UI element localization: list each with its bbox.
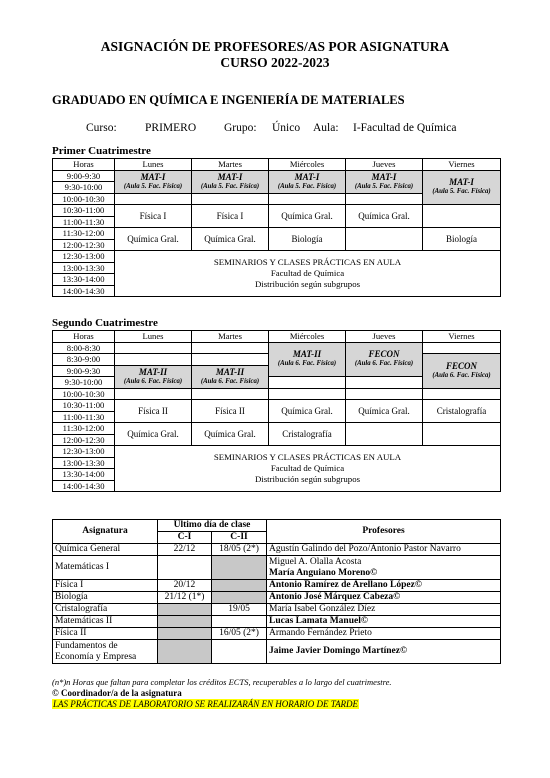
hour-cell: 13:00-13:30 xyxy=(53,262,115,274)
subject-cell: Matemáticas I xyxy=(53,556,158,580)
subject-cell xyxy=(53,640,158,664)
c2-cell: 18/05 (2*) xyxy=(212,544,267,556)
hour-cell: 9:00-9:30 xyxy=(53,365,115,377)
class-cell xyxy=(423,170,501,205)
empty-cell xyxy=(192,342,269,354)
subject-label: MAT-I xyxy=(449,177,474,188)
class-cell xyxy=(269,170,346,193)
subject-cell: Matemáticas II xyxy=(53,616,158,628)
day-header-viernes: Viernes xyxy=(423,331,501,343)
c1-cell xyxy=(158,628,212,640)
empty-cell xyxy=(346,377,423,389)
c2-cell xyxy=(212,556,267,580)
group-value: Único xyxy=(272,122,301,134)
hour-cell: 14:00-14:30 xyxy=(53,285,115,297)
day-header-lunes: Lunes xyxy=(115,159,192,171)
seminar-line-3: Distribución según subgrupos xyxy=(254,279,361,289)
seminar-line-2: Facultad de Química xyxy=(270,268,345,278)
subject-cell: Física I xyxy=(53,580,158,592)
c2-cell xyxy=(212,580,267,592)
professor-cell: Lucas Lamata Manuel© xyxy=(267,616,501,628)
empty-cell xyxy=(115,342,192,354)
professor-name-coordinator: María Anguiano Moreno© xyxy=(269,567,378,578)
seminar-line-1: SEMINARIOS Y CLASES PRÁCTICAS EN AULA xyxy=(213,452,402,462)
hours-footnote: (n*)n Horas que faltan para completar los créditos ECTS, recuperables a lo largo del cuatrimestre. xyxy=(52,677,392,687)
header-ultimo-dia: Último día de clase xyxy=(158,520,267,532)
empty-cell xyxy=(269,388,346,400)
hour-cell: 10:00-10:30 xyxy=(53,193,115,205)
header-asignatura: Asignatura xyxy=(53,520,158,544)
hour-cell: 8:30-9:00 xyxy=(53,354,115,366)
empty-cell xyxy=(115,193,192,205)
subject-line-1: Fundamentos de xyxy=(55,640,118,651)
c1-cell xyxy=(158,640,212,664)
sem2-title: Segundo Cuatrimestre xyxy=(52,317,158,329)
professors-table xyxy=(52,519,501,664)
empty-cell xyxy=(192,193,269,205)
professor-cell: Agustín Galindo del Pozo/Antonio Pastor Navarro xyxy=(267,544,501,556)
c1-cell: 20/12 xyxy=(158,580,212,592)
hour-cell: 9:30-10:00 xyxy=(53,182,115,194)
class-cell xyxy=(192,170,269,193)
room-label: (Aula 5. Fac. Física) xyxy=(354,182,414,190)
seminar-block xyxy=(115,251,501,297)
subject-line-2: Economía y Empresa xyxy=(55,651,137,662)
lab-practices-notice: LAS PRÁCTICAS DE LABORATORIO SE REALIZARÁN EN HORARIO DE TARDE xyxy=(53,699,359,709)
hour-cell: 10:00-10:30 xyxy=(53,388,115,400)
class-cell xyxy=(115,170,192,193)
room-label: (Aula 6. Fac. Física) xyxy=(354,360,414,368)
hours-header: Horas xyxy=(53,159,115,171)
room-label: (Aula 6. Fac. Física) xyxy=(200,377,260,385)
hour-cell: 11:30-12:00 xyxy=(53,228,115,240)
c2-cell xyxy=(212,616,267,628)
day-header-lunes: Lunes xyxy=(115,331,192,343)
class-cell: Química Gral. xyxy=(115,228,192,251)
room-label: (Aula 5. Fac. Física) xyxy=(277,182,337,190)
hour-cell: 12:00-12:30 xyxy=(53,434,115,446)
class-cell: Física II xyxy=(192,400,269,423)
professor-cell: María Isabel González Díez xyxy=(267,604,501,616)
day-header-jueves: Jueves xyxy=(346,331,423,343)
subject-label: MAT-I xyxy=(294,171,320,182)
empty-cell xyxy=(115,388,192,400)
sem1-title: Primer Cuatrimestre xyxy=(52,145,151,157)
day-header-miercoles: Miércoles xyxy=(269,159,346,171)
class-cell: Química Gral. xyxy=(346,205,423,228)
subject-label: MAT-I xyxy=(140,171,166,182)
c2-cell xyxy=(212,592,267,604)
table-row xyxy=(53,580,501,592)
c1-cell xyxy=(158,604,212,616)
course-value: PRIMERO xyxy=(145,122,197,134)
hour-cell: 11:00-11:30 xyxy=(53,411,115,423)
hour-cell: 9:30-10:00 xyxy=(53,377,115,389)
seminar-line-2: Facultad de Química xyxy=(270,463,345,473)
coordinator-footnote: © Coordinador/a de la asignatura xyxy=(52,688,182,698)
empty-cell xyxy=(192,388,269,400)
day-header-jueves: Jueves xyxy=(346,159,423,171)
header-c1: C-I xyxy=(158,532,212,544)
c1-cell xyxy=(158,616,212,628)
class-cell xyxy=(423,354,501,389)
class-cell: Cristalografía xyxy=(423,400,501,423)
professor-cell: Jaime Javier Domingo Martínez© xyxy=(267,640,501,664)
class-cell xyxy=(115,365,192,388)
hour-cell: 14:00-14:30 xyxy=(53,480,115,492)
day-header-martes: Martes xyxy=(192,331,269,343)
table-row xyxy=(53,640,501,664)
room-label: (Aula 5. Fac. Física) xyxy=(123,182,183,190)
c1-cell xyxy=(158,556,212,580)
hour-cell: 13:00-13:30 xyxy=(53,457,115,469)
table-row xyxy=(53,556,501,580)
empty-cell xyxy=(423,423,501,446)
class-cell: Química Gral. xyxy=(269,205,346,228)
c2-cell: 16/05 (2*) xyxy=(212,628,267,640)
subject-label: FECON xyxy=(445,360,477,371)
subject-label: MAT-II xyxy=(215,366,245,377)
table-row xyxy=(53,628,501,640)
document-course-year: CURSO 2022-2023 xyxy=(220,55,330,70)
class-cell: Química Gral. xyxy=(192,228,269,251)
document-title: ASIGNACIÓN DE PROFESORES/AS POR ASIGNATURA xyxy=(100,39,450,54)
class-cell: Física I xyxy=(115,205,192,228)
class-cell: Química Gral. xyxy=(346,400,423,423)
group-label: Grupo: xyxy=(224,122,257,134)
header-c2: C-II xyxy=(212,532,267,544)
class-cell xyxy=(346,342,423,377)
empty-cell xyxy=(269,193,346,205)
subject-cell: Biología xyxy=(53,592,158,604)
subject-label: MAT-I xyxy=(371,171,397,182)
hour-cell: 10:30-11:00 xyxy=(53,400,115,412)
empty-cell xyxy=(346,193,423,205)
subject-label: MAT-II xyxy=(292,349,322,360)
hour-cell: 12:00-12:30 xyxy=(53,239,115,251)
hour-cell: 11:30-12:00 xyxy=(53,423,115,435)
hour-cell: 12:30-13:00 xyxy=(53,446,115,458)
class-cell xyxy=(192,365,269,388)
class-cell: Química Gral. xyxy=(115,423,192,446)
table-row xyxy=(53,544,501,556)
degree-title: GRADUADO EN QUÍMICA E INGENIERÍA DE MATERIALES xyxy=(52,93,405,107)
hour-cell: 13:30-14:00 xyxy=(53,469,115,481)
sem1-schedule-table xyxy=(52,158,501,297)
room-label: (Aula 5. Fac. Física) xyxy=(432,188,491,196)
empty-cell xyxy=(346,228,423,251)
empty-cell xyxy=(192,354,269,366)
class-cell xyxy=(346,170,423,193)
professor-cell: Antonio Ramírez de Arellano López© xyxy=(267,580,501,592)
table-row xyxy=(53,592,501,604)
class-cell: Física II xyxy=(115,400,192,423)
professor-cell xyxy=(267,556,501,580)
subject-cell: Cristalografía xyxy=(53,604,158,616)
seminar-line-1: SEMINARIOS Y CLASES PRÁCTICAS EN AULA xyxy=(213,257,402,267)
day-header-miercoles: Miércoles xyxy=(269,331,346,343)
c2-cell: 19/05 xyxy=(212,604,267,616)
hour-cell: 13:30-14:00 xyxy=(53,274,115,286)
empty-cell xyxy=(346,423,423,446)
class-cell: Química Gral. xyxy=(269,400,346,423)
hour-cell: 12:30-13:00 xyxy=(53,251,115,263)
professor-name: Miguel A. Olalla Acosta xyxy=(269,556,362,567)
aula-value: I-Facultad de Química xyxy=(353,122,457,134)
professor-cell: Antonio José Márquez Cabeza© xyxy=(267,592,501,604)
sem2-schedule-table xyxy=(52,330,501,492)
class-cell: Biología xyxy=(269,228,346,251)
room-label: (Aula 6. Fac. Física) xyxy=(277,360,337,368)
room-label: (Aula 5. Fac. Física) xyxy=(200,182,260,190)
room-label: (Aula 6. Fac. Física) xyxy=(432,371,491,379)
day-header-viernes: Viernes xyxy=(423,159,501,171)
empty-cell xyxy=(423,342,501,354)
hour-cell: 11:00-11:30 xyxy=(53,216,115,228)
subject-cell: Física II xyxy=(53,628,158,640)
empty-cell xyxy=(269,377,346,389)
subject-label: MAT-II xyxy=(138,366,168,377)
professor-cell: Armando Fernández Prieto xyxy=(267,628,501,640)
class-cell: Biología xyxy=(423,228,501,251)
empty-cell xyxy=(115,354,192,366)
table-row xyxy=(53,604,501,616)
class-cell: Cristalografía xyxy=(269,423,346,446)
table-row xyxy=(53,616,501,628)
c1-cell: 22/12 xyxy=(158,544,212,556)
empty-cell xyxy=(423,388,501,400)
empty-cell xyxy=(346,388,423,400)
class-cell xyxy=(269,342,346,377)
subject-label: MAT-I xyxy=(217,171,243,182)
hours-header: Horas xyxy=(53,331,115,343)
hour-cell: 10:30-11:00 xyxy=(53,205,115,217)
c2-cell xyxy=(212,640,267,664)
class-cell: Química Gral. xyxy=(192,423,269,446)
seminar-block xyxy=(115,446,501,492)
subject-cell: Química General xyxy=(53,544,158,556)
class-cell: Física I xyxy=(192,205,269,228)
c1-cell: 21/12 (1*) xyxy=(158,592,212,604)
hour-cell: 8:00-8:30 xyxy=(53,342,115,354)
day-header-martes: Martes xyxy=(192,159,269,171)
subject-label: FECON xyxy=(368,349,400,360)
empty-cell xyxy=(423,205,501,228)
room-label: (Aula 6. Fac. Física) xyxy=(123,377,183,385)
aula-label: Aula: xyxy=(313,122,339,134)
seminar-line-3: Distribución según subgrupos xyxy=(254,474,361,484)
header-profesores: Profesores xyxy=(267,520,501,544)
course-label: Curso: xyxy=(86,122,117,134)
hour-cell: 9:00-9:30 xyxy=(53,170,115,182)
